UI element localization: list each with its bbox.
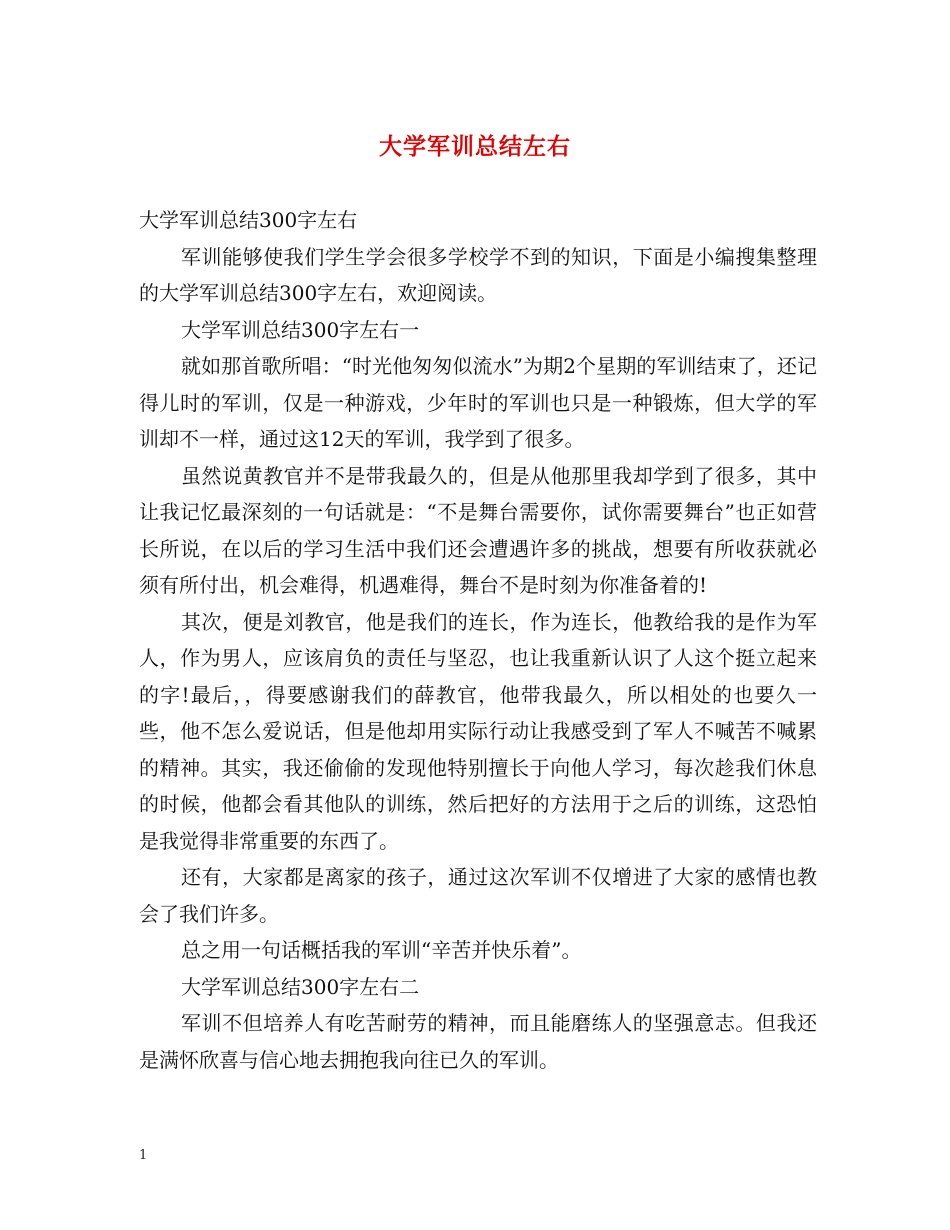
body-paragraph: 军训不但培养人有吃苦耐劳的精神，而且能磨练人的坚强意志。但我还是满怀欣喜与信心地去拥抱我向往已久的军训。	[139, 1011, 817, 1072]
subsection-heading-one: 大学军训总结300字左右一	[181, 317, 420, 342]
body-paragraph: 其次，便是刘教官，他是我们的连长，作为连长，他教给我的是作为军人，作为男人，应该肩负的责任与坚忍，也让我重新认识了人这个挺立起来的字!最后，，得要感谢我们的薛教官，他带我最久，所以相处的也要久一些，他不怎么爱说话，但是他却用实际行动让我感受到了军人不喊苦不喊累的精神。其实，我还偷偷的发现他特别擅长于向他人学习，每次趁我们休息的时候，他都会看其他队的训练，然后把好的方法用于之后的训练，这恐怕是我觉得非常重要的东西了。	[139, 609, 817, 853]
document-title: 大学军训总结左右	[379, 133, 571, 160]
body-paragraph: 总之用一句话概括我的军训“辛苦并快乐着”。	[181, 938, 582, 962]
section-heading: 大学军训总结300字左右	[139, 208, 358, 232]
body-paragraph: 虽然说黄教官并不是带我最久的，但是从他那里我却学到了很多，其中让我记忆最深刻的一句话就是：“不是舞台需要你，试你需要舞台”也正如营长所说，在以后的学习生活中我们还会遭遇许多的挑战，想要有所收获就必须有所付出，机会难得，机遇难得，舞台不是时刻为你准备着的!	[139, 463, 817, 597]
subsection-heading-two: 大学军训总结300字左右二	[181, 974, 420, 999]
document-body	[139, 202, 817, 1078]
body-paragraph: 还有，大家都是离家的孩子，通过这次军训不仅增进了大家的感情也教会了我们许多。	[139, 865, 817, 926]
body-paragraph: 就如那首歌所唱：“时光他匆匆似流水”为期2个星期的军训结束了，还记得儿时的军训，仅是一种游戏，少年时的军训也只是一种锻炼，但大学的军训却不一样，通过这12天的军训，我学到了很多。	[139, 354, 817, 451]
page-number: 1	[139, 1148, 148, 1163]
intro-paragraph: 军训能够使我们学生学会很多学校学不到的知识，下面是小编搜集整理的大学军训总结300字左右，欢迎阅读。	[139, 244, 817, 305]
